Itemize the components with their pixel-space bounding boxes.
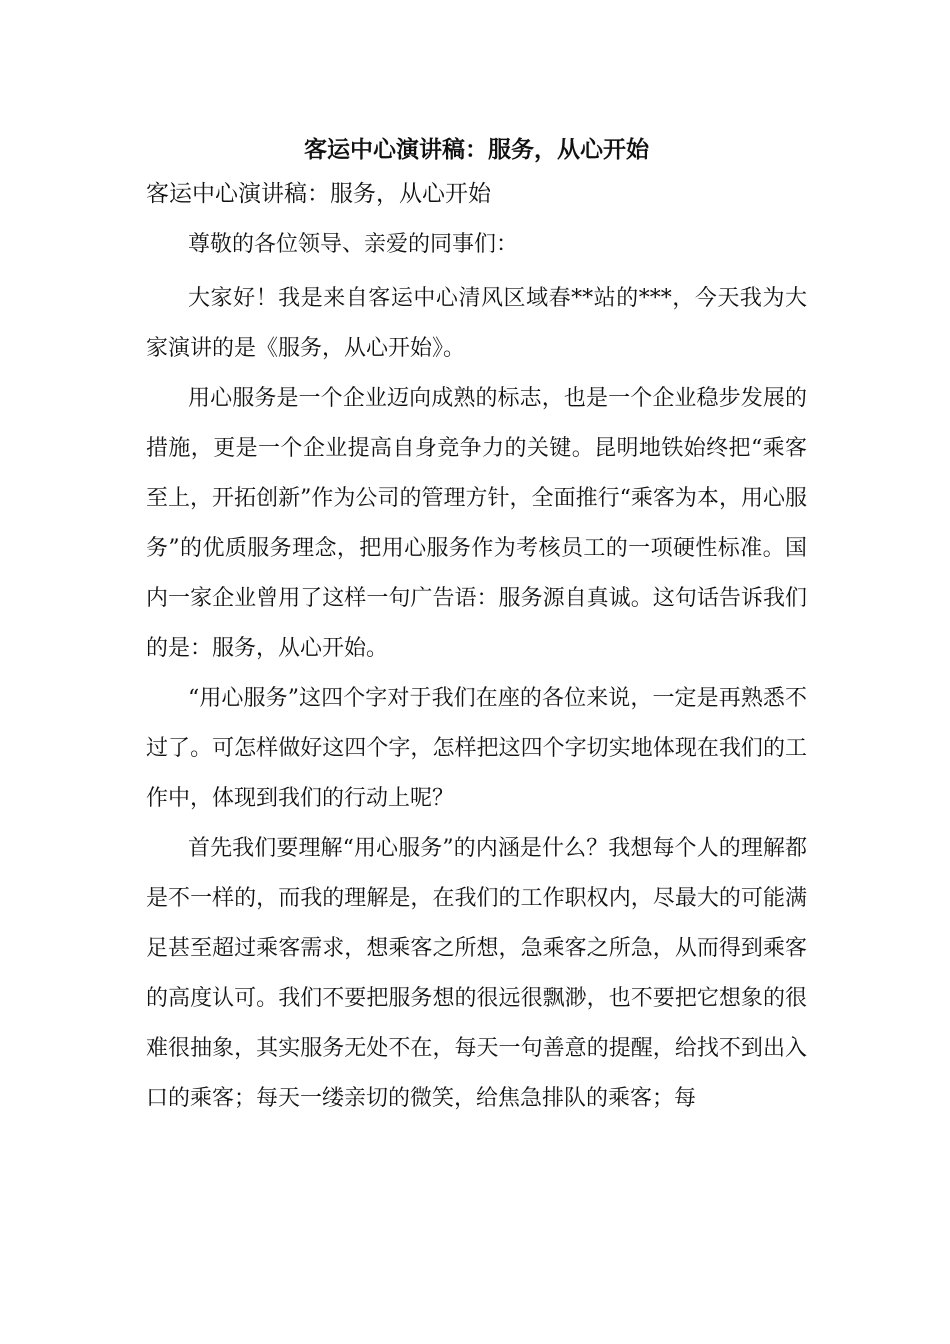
document-body (146, 130, 807, 1124)
paragraph-greeting: 大家好！我是来自客运中心清风区域春**站的***，今天我为大家演讲的是《服务，从心开始》。 (146, 286, 807, 361)
document-title: 客运中心演讲稿：服务，从心开始 (304, 136, 649, 163)
document-subtitle: 客运中心演讲稿：服务，从心开始 (146, 181, 491, 207)
paragraph-meaning: 首先我们要理解“用心服务”的内涵是什么？我想每个人的理解都是不一样的，而我的理解是，在我们的工作职权内，尽最大的可能满足甚至超过乘客需求，想乘客之所想，急乘客之所急，从而得到乘客的高度认可。我们不要把服务想的很远很飘渺，也不要把它想象的很难很抽象，其实服务无处不在，每天一句善意的提醒，给找不到出入口的乘客；每天一缕亲切的微笑，给焦急排队的乘客；每 (146, 836, 807, 1111)
paragraph-four-words: “用心服务”这四个字对于我们在座的各位来说，一定是再熟悉不过了。可怎样做好这四个字，怎样把这四个字切实地体现在我们的工作中，体现到我们的行动上呢？ (146, 686, 807, 811)
paragraph-service-philosophy: 用心服务是一个企业迈向成熟的标志，也是一个企业稳步发展的措施，更是一个企业提高自身竞争力的关键。昆明地铁始终把“乘客至上，开拓创新”作为公司的管理方针，全面推行“乘客为本，用心服务”的优质服务理念，把用心服务作为考核员工的一项硬性标准。国内一家企业曾用了这样一句广告语：服务源自真诚。这句话告诉我们的是：服务，从心开始。 (146, 386, 807, 661)
salutation: 尊敬的各位领导、亲爱的同事们： (188, 232, 519, 257)
